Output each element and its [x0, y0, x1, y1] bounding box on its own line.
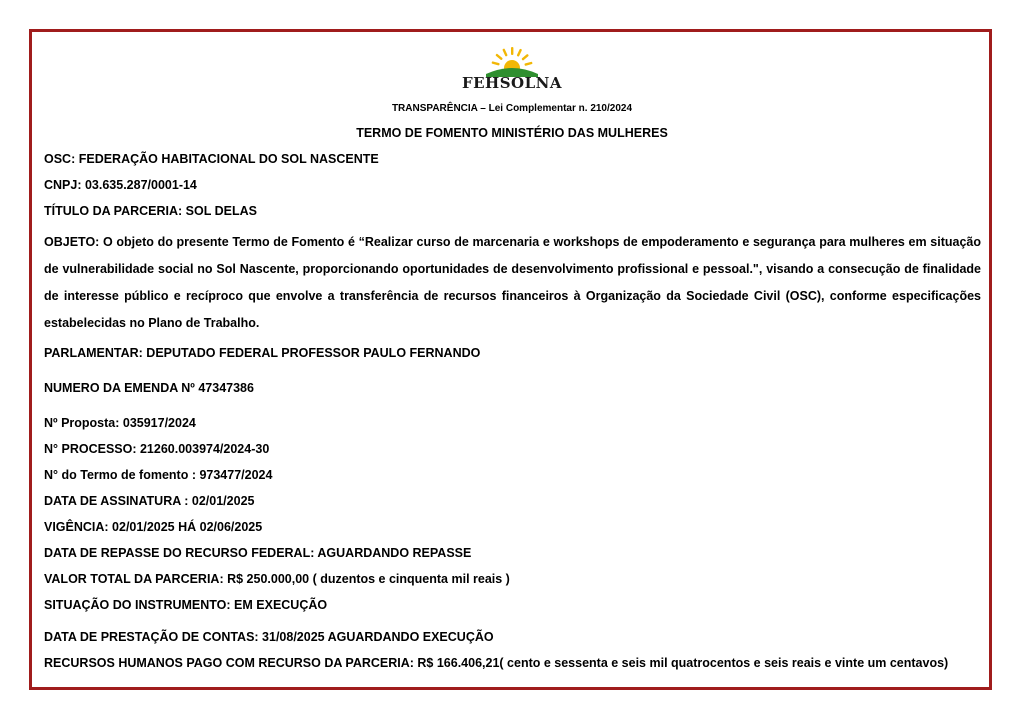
proposta-field: Nº Proposta: 035917/2024	[44, 416, 196, 430]
osc-field: OSC: FEDERAÇÃO HABITACIONAL DO SOL NASCENTE	[44, 152, 379, 166]
logo-text: FEHSOLNA	[461, 74, 563, 92]
recursos-field: RECURSOS HUMANOS PAGO COM RECURSO DA PARCERIA: R$ 166.406,21( cento e sessenta e seis mil quatrocentos e seis reais e vinte um centavos)	[44, 656, 949, 670]
prestacao-field: DATA DE PRESTAÇÃO DE CONTAS: 31/08/2025 AGUARDANDO EXECUÇÃO	[44, 630, 494, 644]
objeto-paragraph: OBJETO: O objeto do presente Termo de Fomento é “Realizar curso de marcenaria e workshops de empoderamento e segurança para mulheres em situação de vulnerabilidade social no Sol Nascente, proporcionando oportunidades de desenvolvimento profissional e pessoal.", visando a consecução de finalidade de interesse público e recíproco que envolve a transferência de recursos financeiros à Organização da Sociedade Civil (OSC), conforme especificações estabelecidas no Plano de Trabalho.	[44, 235, 981, 330]
document-title: TERMO DE FOMENTO MINISTÉRIO DAS MULHERES	[356, 126, 668, 140]
fehsolna-logo	[456, 44, 568, 94]
repasse-field: DATA DE REPASSE DO RECURSO FEDERAL: AGUARDANDO REPASSE	[44, 546, 472, 560]
emenda-field: NUMERO DA EMENDA Nº 47347386	[44, 381, 254, 395]
transparencia-line: TRANSPARÊNCIA – Lei Complementar n. 210/2024	[391, 103, 633, 114]
valor-field: VALOR TOTAL DA PARCERIA: R$ 250.000,00 ( duzentos e cinquenta mil reais )	[44, 572, 510, 586]
parlamentar-field: PARLAMENTAR: DEPUTADO FEDERAL PROFESSOR PAULO FERNANDO	[44, 346, 481, 360]
situacao-field: SITUAÇÃO DO INSTRUMENTO: EM EXECUÇÃO	[44, 598, 328, 612]
sun-rising-icon	[456, 44, 568, 78]
cnpj-field: CNPJ: 03.635.287/0001-14	[44, 178, 197, 192]
titulo-field: TÍTULO DA PARCERIA: SOL DELAS	[44, 204, 257, 218]
vigencia-field: VIGÊNCIA: 02/01/2025 HÁ 02/06/2025	[44, 520, 263, 534]
termo-fomento-field: N° do Termo de fomento : 973477/2024	[44, 468, 273, 482]
processo-field: N° PROCESSO: 21260.003974/2024-30	[44, 442, 270, 456]
assinatura-field: DATA DE ASSINATURA : 02/01/2025	[44, 494, 255, 508]
